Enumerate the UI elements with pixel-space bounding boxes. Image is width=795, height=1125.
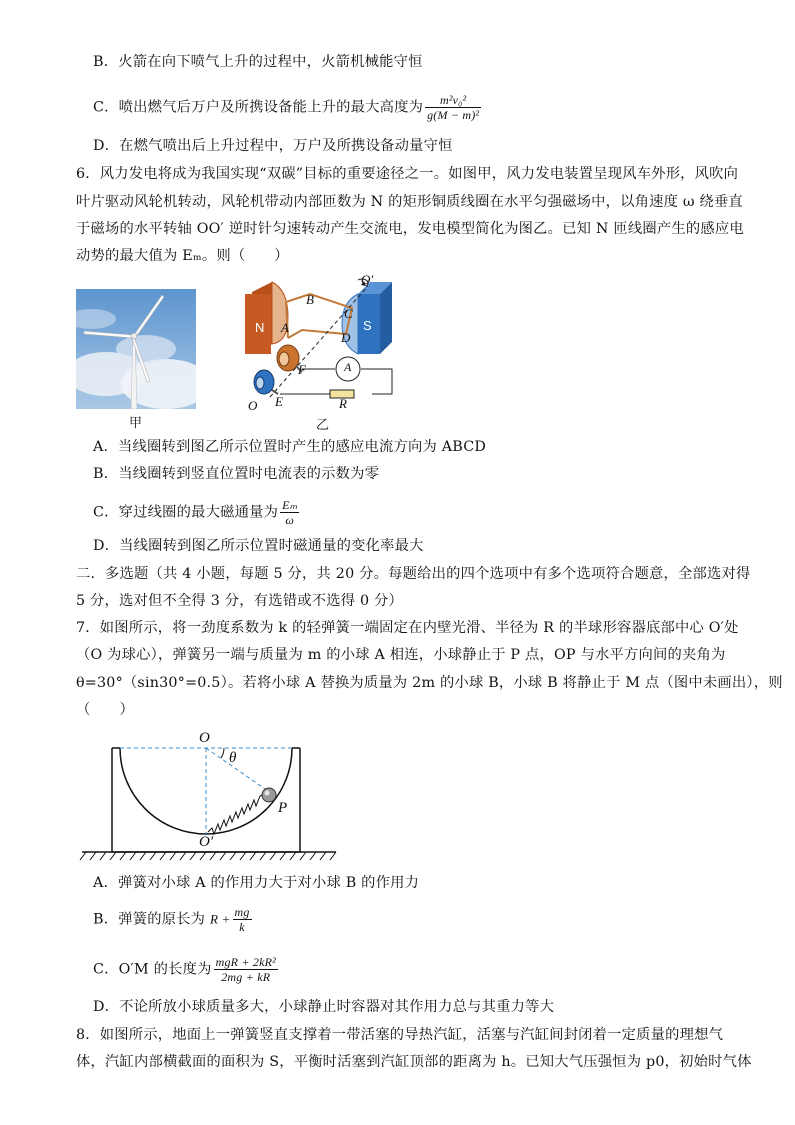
label-r: R: [339, 396, 347, 411]
label-o-prime: O′: [199, 834, 214, 850]
q6-stem-line-1: 6．风力发电将成为我国实现“双碳”目标的重要途径之一。如图甲，风力发电装置呈现风车外形，风吹向: [76, 166, 739, 182]
q7-option-a: A．弹簧对小球 A 的作用力大于对小球 B 的作用力: [93, 875, 420, 891]
label-s-pole: S: [363, 318, 372, 333]
label-n-pole: N: [255, 320, 265, 335]
label-d: D: [341, 330, 351, 345]
generator-diagram: [240, 272, 410, 417]
q6-option-d: D．当线圈转到图乙所示位置时磁通量的变化率最大: [93, 538, 424, 554]
q5-c-denominator: g(M − m)²: [427, 108, 480, 122]
q5-option-b: B．火箭在向下喷气上升的过程中，火箭机械能守恒: [93, 54, 423, 70]
label-o-center: O: [199, 730, 210, 746]
label-o-prime-top: O′: [361, 272, 374, 287]
q6-stem-line-3: 于磁场的水平转轴 OO′ 逆时针匀速转动产生交流电，发电模型简化为图乙。已知 N 匝线圈产生的感应电: [76, 221, 744, 237]
q6-option-b: B．当线圈转到竖直位置时电流表的示数为零: [93, 466, 380, 482]
label-p: P: [278, 800, 288, 816]
q7-b-numerator: mg: [234, 905, 250, 919]
caption-jia: 甲: [129, 416, 143, 431]
q7-stem-line-4: （ ）: [76, 702, 134, 718]
q7-option-d: D．不论所放小球质量多大，小球静止时容器对其作用力总与其重力等大: [93, 999, 555, 1015]
label-b: B: [306, 292, 314, 307]
section-2-header-line-1: 二．多选题（共 4 小题，每题 5 分，共 20 分。每题给出的四个选项中有多个选项符合题意，全部选对得: [76, 566, 751, 582]
q7-stem-line-2: （O 为球心），弹簧另一端与质量为 m 的小球 A 相连，小球静止于 P 点，OP 与水平方向间的夹角为: [76, 647, 726, 663]
label-o: O: [248, 398, 258, 413]
section-2-header-line-2: 5 分，选对但不全得 3 分，有选错或不选得 0 分）: [76, 593, 404, 609]
label-c: C: [344, 306, 353, 321]
caption-yi: 乙: [316, 418, 330, 433]
q6-option-a: A．当线圈转到图乙所示位置时产生的感应电流方向为 ABCD: [93, 439, 486, 455]
label-ammeter: A: [344, 360, 352, 374]
q7-option-b-text: B．弹簧的原长为: [93, 911, 206, 928]
q6-c-denominator: ω: [285, 513, 295, 527]
q8-stem-line-2: 体，汽缸内部横截面的面积为 S，平衡时活塞到汽缸顶部的距离为 h。已知大气压强恒为 p0，初始时气体: [76, 1054, 752, 1070]
label-a: A: [281, 320, 289, 335]
label-f: F: [298, 362, 306, 377]
q5-c-numerator: m²v₀²: [425, 93, 481, 108]
q7-stem-line-3: θ=30°（sin30°=0.5）。若将小球 A 替换为质量为 2m 的小球 B，小球 B 将静止于 M 点（图中未画出），则: [76, 675, 783, 691]
q7-option-b-fraction: [233, 905, 252, 934]
q7-option-b-lead: R +: [209, 911, 231, 927]
q6-stem-line-2: 叶片驱动风轮机转动，风轮机带动内部匝数为 N 的矩形铜质线圈在水平匀强磁场中，以角速度 ω 绕垂直: [76, 194, 743, 210]
q6-stem-line-4: 动势的最大值为 Eₘ。则（ ）: [76, 248, 289, 264]
q7-b-denominator: k: [239, 920, 245, 934]
q5-option-c-text: C．喷出燃气后万户及所携设备能上升的最大高度为: [93, 99, 424, 116]
q6-option-c-text: C．穿过线圈的最大磁通量为: [93, 504, 279, 521]
q7-stem-line-1: 7．如图所示，将一劲度系数为 k 的轻弹簧一端固定在内壁光滑、半径为 R 的半球形容器底部中心 O′处: [76, 620, 739, 636]
q7-option-c-fraction: [214, 955, 278, 984]
q5-option-c: [93, 93, 483, 122]
label-theta: θ: [229, 750, 237, 766]
q7-c-numerator: mgR + 2kR²: [215, 955, 276, 969]
q6-option-c: [93, 498, 301, 527]
q6-option-c-fraction: [280, 498, 299, 527]
label-e: E: [275, 394, 283, 409]
q6-c-numerator: Eₘ: [282, 498, 298, 512]
q7-option-c-text: C．O′M 的长度为: [93, 961, 212, 978]
q5-option-d: D．在燃气喷出后上升过程中，万户及所携设备动量守恒: [93, 138, 453, 154]
q8-stem-line-1: 8．如图所示，地面上一弹簧竖直支撑着一带活塞的导热汽缸，活塞与汽缸间封闭着一定质量的理想气: [76, 1027, 724, 1043]
q7-option-c: [93, 955, 280, 984]
wind-turbine-photo: [76, 289, 196, 409]
q7-option-b: [93, 905, 254, 934]
q5-option-c-fraction: [425, 93, 481, 122]
q7-c-denominator: 2mg + kR: [221, 970, 271, 984]
